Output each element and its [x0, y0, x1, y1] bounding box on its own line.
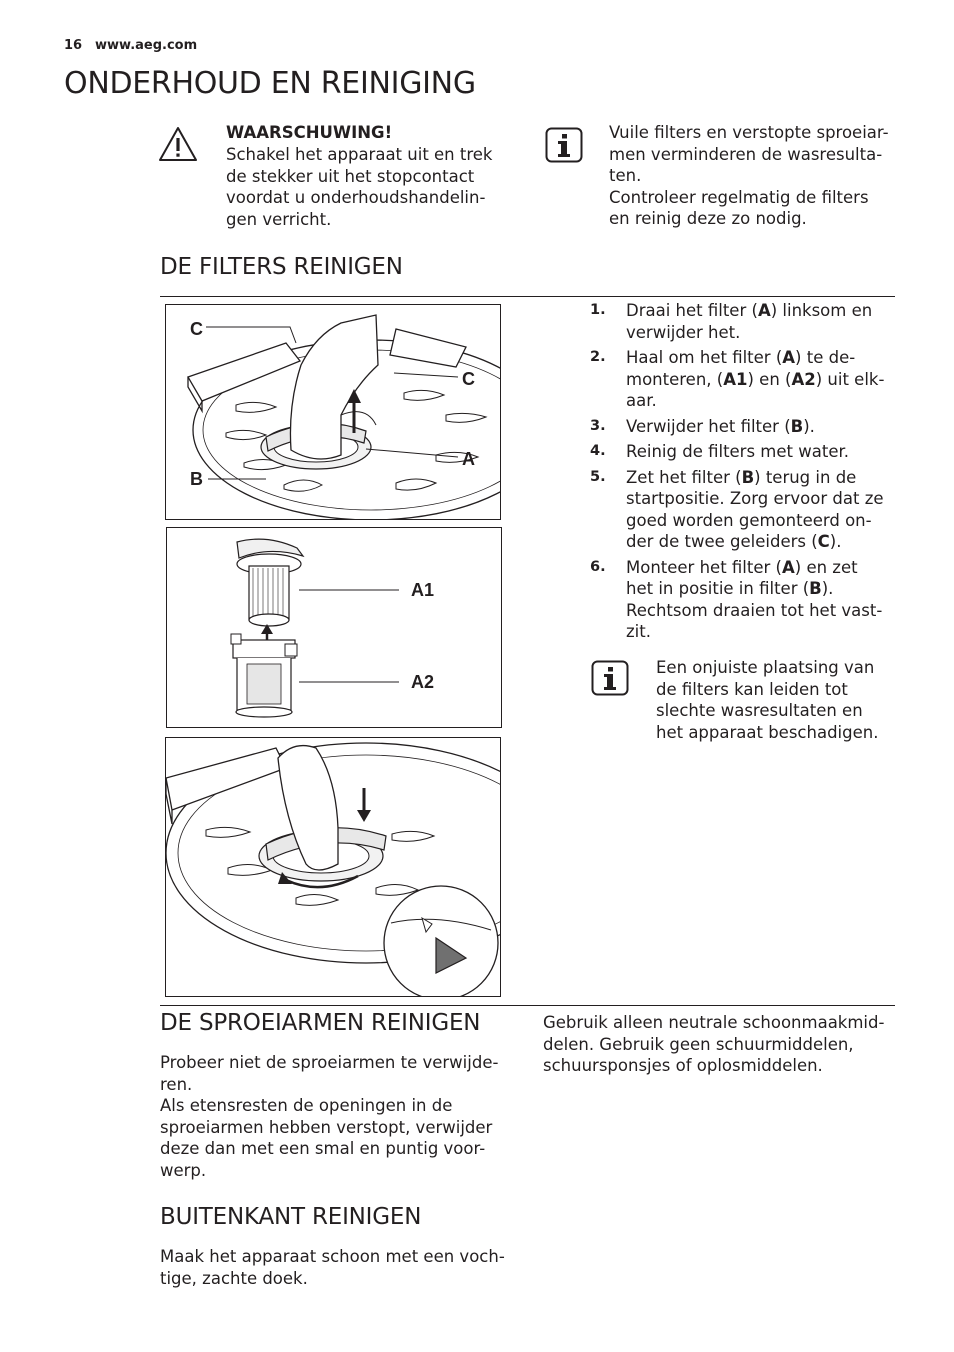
- step-text-part: A: [782, 348, 796, 367]
- step-text-part: B: [809, 579, 822, 598]
- step-text-part: A2: [791, 369, 816, 389]
- filters-heading: DE FILTERS REINIGEN: [160, 254, 403, 280]
- step-number: 5.: [590, 468, 606, 485]
- warning-text: Schakel het apparaat uit en trek de stekker uit het stopcontact voordat u onderhoudshandelin- gen verricht.: [226, 145, 493, 229]
- step-text: [626, 417, 815, 436]
- page-title: ONDERHOUD EN REINIGING: [64, 66, 476, 101]
- spray-arms-text: Probeer niet de sproeiarmen te verwijde- ren. Als etensresten de openingen in de sproeiarmen hebben verstopt, verwijder deze dan met een smal en puntig voor- werp.: [160, 1053, 499, 1180]
- info-icon: [545, 127, 583, 163]
- outside-cleaning-heading: BUITENKANT REINIGEN: [160, 1204, 422, 1230]
- step-text: [626, 301, 872, 342]
- outside-cleaning-text: Maak het apparaat schoon met een voch- tige, zachte doek.: [160, 1247, 505, 1288]
- step-text-part: Monteer het filter (: [626, 557, 782, 577]
- step-text-part: ) linksom en verwijder het.: [626, 301, 873, 342]
- spray-arms-heading: DE SPROEIARMEN REINIGEN: [160, 1010, 481, 1036]
- info-top-text: Vuile filters en verstopte sproeiar- men verminderen de wasresulta- ten. Controleer regelmatig de filters en reinig deze zo nodig.: [609, 123, 889, 228]
- step-number: 2.: [590, 349, 606, 365]
- figure-label-c-right: C: [462, 369, 475, 389]
- step-text-part: ) en zet het in positie in filter (: [626, 557, 858, 598]
- page-number: 16: [64, 38, 83, 53]
- step-text-part: Reinig de filters met water.: [626, 442, 849, 461]
- step-text-part: ) terug in de startpositie. Zorg ervoor dat ze goed worden gemonteerd on- der de twee geleiders (: [626, 467, 884, 551]
- info-icon: [591, 660, 629, 696]
- step-text-part: ) uit elk- aar.: [626, 369, 885, 410]
- warning-triangle-icon: [158, 126, 198, 162]
- cleaning-agents-note: Gebruik alleen neutrale schoonmaakmid- delen. Gebruik geen schuurmiddelen, schuursponsjes of oplosmiddelen.: [543, 1013, 885, 1075]
- figure-label-a1: A1: [411, 580, 435, 600]
- step-number: 6.: [590, 558, 606, 575]
- step-text-part: C: [817, 532, 830, 551]
- website-url: www.aeg.com: [95, 38, 198, 53]
- filter-step: [590, 300, 900, 343]
- step-text: [626, 468, 884, 552]
- step-text-part: Verwijder het filter (: [626, 416, 791, 436]
- figure-label-c-left: C: [190, 319, 203, 339]
- step-number: 1.: [590, 302, 606, 318]
- step-text-part: A: [781, 557, 795, 577]
- filter-step: [590, 347, 900, 412]
- step-text-part: Zet het filter (: [626, 467, 742, 487]
- figure-filter-install: [165, 737, 501, 997]
- step-text-part: B: [741, 467, 755, 487]
- step-text-part: A1: [723, 369, 748, 389]
- filter-step: [590, 416, 900, 438]
- step-text-part: B: [790, 416, 804, 436]
- step-text: [626, 348, 884, 410]
- figure-filter-removal: [165, 304, 501, 520]
- step-text: [626, 442, 849, 461]
- figure-label-a2: A2: [411, 672, 435, 692]
- step-text: [626, 558, 882, 642]
- step-text-part: ).: [803, 416, 815, 436]
- section-rule-spray: [160, 1005, 895, 1006]
- step-number: 4.: [590, 443, 606, 459]
- filter-step: [590, 557, 900, 643]
- info-filter-text: Een onjuiste plaatsing van de filters kan leiden tot slechte wasresultaten en het apparaat beschadigen.: [656, 658, 879, 742]
- figure-label-b: B: [190, 469, 203, 489]
- step-number: 3.: [590, 417, 606, 434]
- step-text-part: ).: [829, 532, 842, 551]
- warning-heading: WAARSCHUWING!: [226, 123, 393, 142]
- step-text-part: ) en (: [747, 369, 792, 389]
- step-text-part: ) te de- monteren, (: [626, 348, 856, 389]
- step-text-part: Haal om het filter (: [626, 348, 783, 367]
- figure-label-a: A: [462, 449, 475, 469]
- step-text-part: ). Rechtsom draaien tot het vast- zit.: [626, 579, 883, 641]
- filter-step: [590, 467, 900, 553]
- filter-cleaning-steps: [590, 300, 900, 647]
- section-rule-filters: [160, 296, 895, 297]
- figure-filter-parts: [166, 527, 502, 728]
- step-text-part: Draai het filter (: [626, 301, 758, 320]
- filter-step: [590, 441, 900, 463]
- step-text-part: A: [757, 301, 771, 320]
